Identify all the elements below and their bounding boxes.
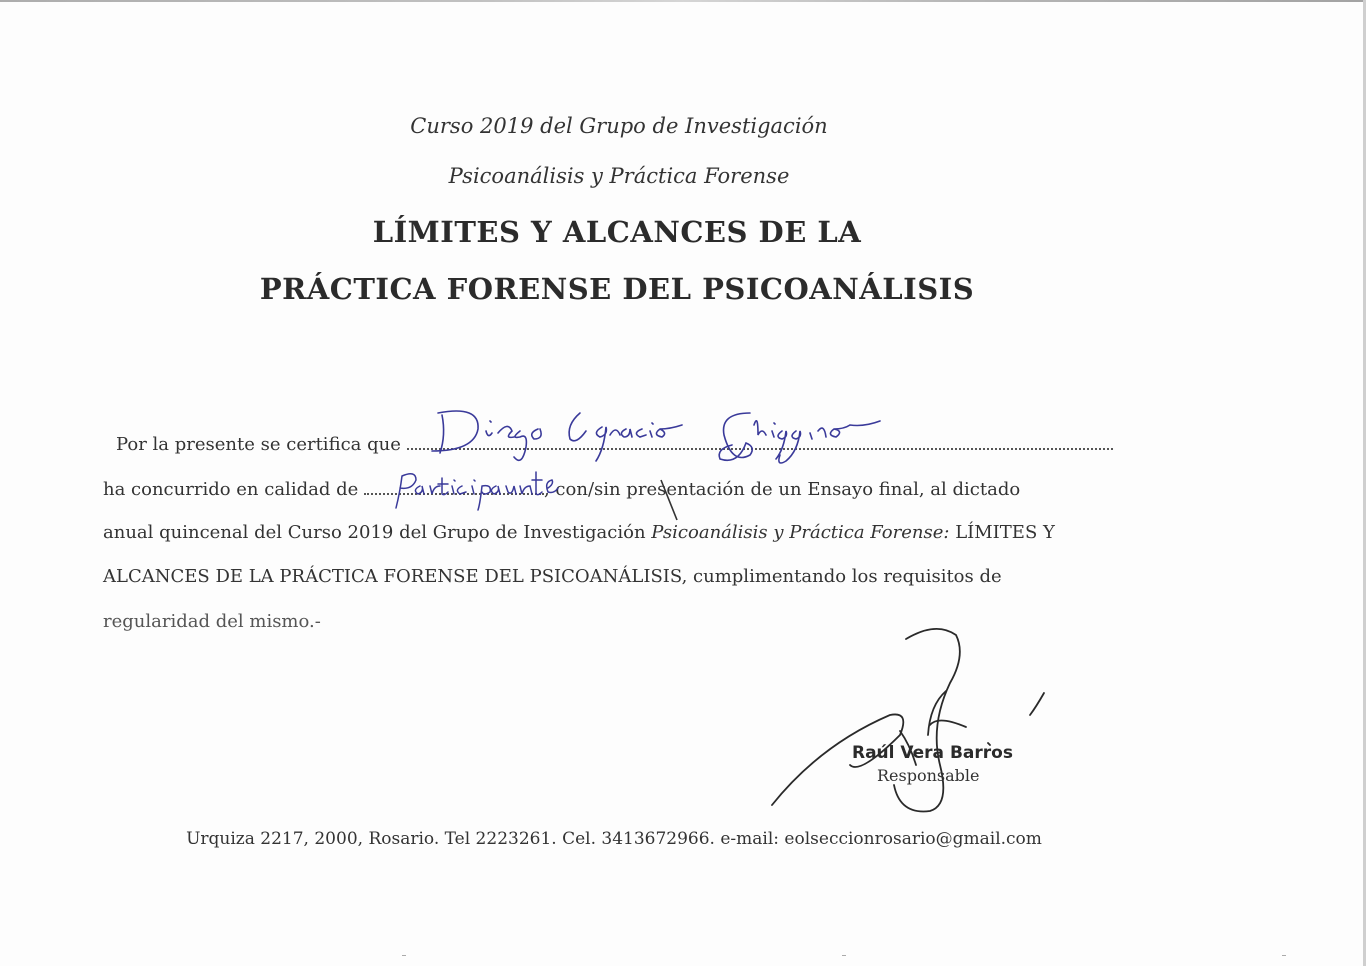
name-dotted-line [407,436,1113,450]
course-line-italic: Psicoanálisis y Práctica Forense: [651,522,950,543]
scan-speck [1282,955,1286,956]
course-line-start: anual quincenal del Curso 2019 del Grupo de Investigación [103,522,646,543]
scan-edge-top [0,0,1366,2]
responsible-role: Responsable [877,766,980,785]
responsible-name: Raúl Vera Barros [852,743,1013,763]
certificate-title-line1: LÍMITES Y ALCANCES DE LA [372,215,862,249]
scan-speck [402,955,406,956]
course-line-end: LÍMITES Y [955,522,1055,543]
calidad-dotted-line [364,481,544,495]
group-subtitle: Psicoanálisis y Práctica Forense [448,164,790,188]
certificate-title-line2: PRÁCTICA FORENSE DEL PSICOANÁLISIS [259,272,975,306]
scan-speck [842,955,846,956]
responsible-signature [760,615,1050,820]
calidad-prefix: ha concurrido en calidad de [103,479,359,500]
course-subtitle: Curso 2019 del Grupo de Investigación [410,114,828,138]
certify-prefix: Por la presente se certifica que [116,434,401,455]
regularity-line: regularidad del mismo.- [103,611,321,632]
calidad-line [103,479,1127,500]
contact-footer: Urquiza 2217, 2000, Rosario. Tel 2223261. Cel. 3413672966. e-mail: eolseccionrosario@gmail.com [186,829,1042,849]
requirements-line: ALCANCES DE LA PRÁCTICA FORENSE DEL PSICOANÁLISIS, cumplimentando los requisitos de [103,566,1002,587]
certify-line [116,434,1126,455]
course-line [103,522,1127,543]
calidad-suffix: , con/sin presentación de un Ensayo final, al dictado [543,479,1021,500]
